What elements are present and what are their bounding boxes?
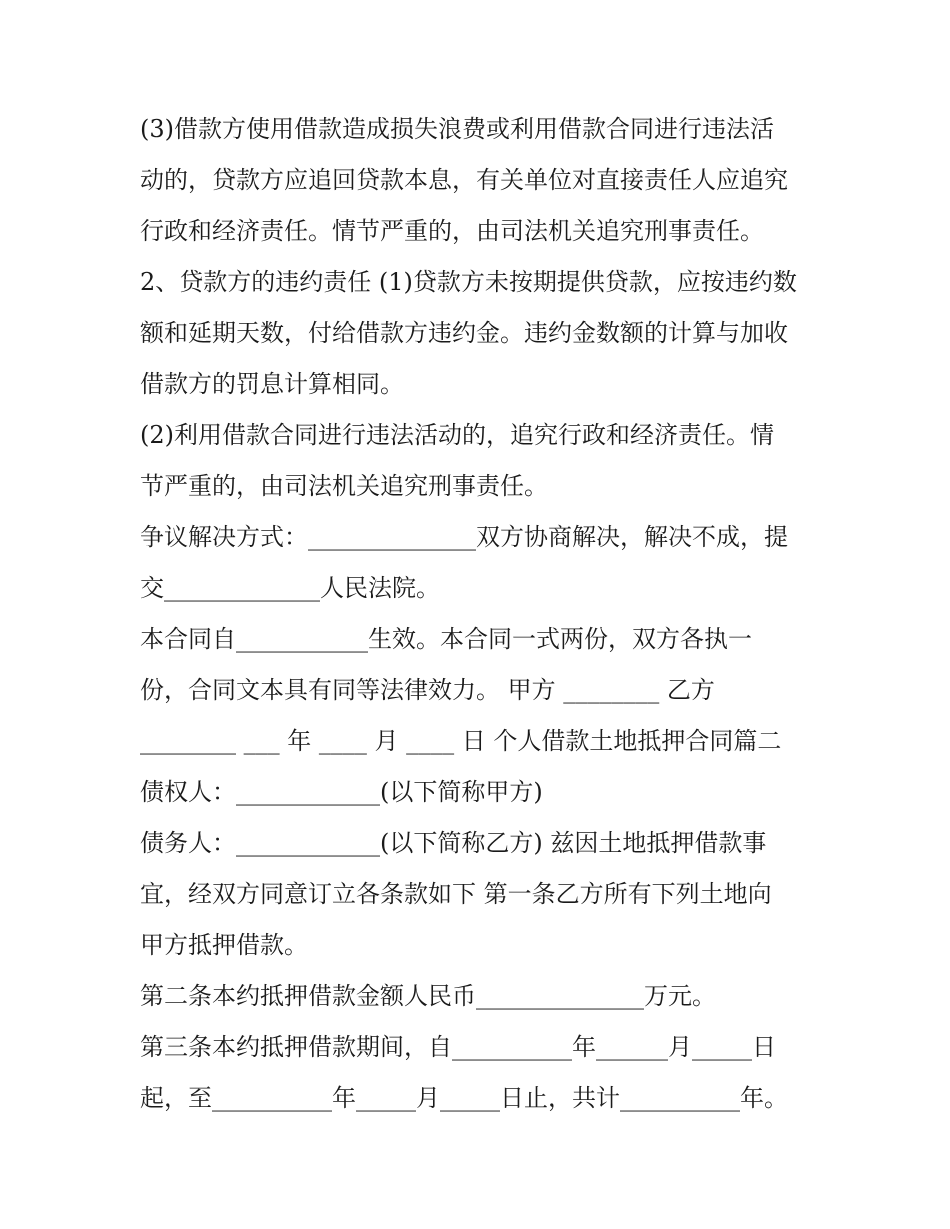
text-line: 动的，贷款方应追回贷款本息，有关单位对直接责任人应追究 (140, 166, 788, 194)
text-line: 交_____________人民法院。 (140, 574, 440, 602)
text-line: 借款方的罚息计算相同。 (140, 370, 404, 398)
text-line: 第二条本约抵押借款金额人民币______________万元。 (140, 982, 716, 1010)
text-line: 额和延期天数，付给借款方违约金。违约金数额的计算与加收 (140, 319, 788, 347)
text-line: 宜，经双方同意订立各条款如下 第一条乙方所有下列土地向 (140, 880, 772, 908)
document-body (140, 104, 820, 1124)
text-line: (2)利用借款合同进行违法活动的，追究行政和经济责任。情 (140, 421, 774, 449)
text-line: 2、贷款方的违约责任 (1)贷款方未按期提供贷款，应按违约数 (140, 268, 797, 296)
text-line: ________ ___ 年 ____ 月 ____ 日 个人借款土地抵押合同篇二 (140, 727, 782, 755)
text-line: 争议解决方式：______________双方协商解决，解决不成，提 (140, 523, 788, 551)
text-line: 甲方抵押借款。 (140, 931, 308, 959)
text-line: 份，合同文本具有同等法律效力。 甲方 ________ 乙方 (140, 676, 715, 704)
text-line: 债务人：____________(以下简称乙方) 兹因土地抵押借款事 (140, 829, 767, 857)
text-line: 节严重的，由司法机关追究刑事责任。 (140, 472, 548, 500)
text-line: 债权人：____________(以下简称甲方) (140, 778, 543, 806)
text-line: 起，至__________年_____月_____日止，共计__________年。 (140, 1084, 788, 1112)
text-line: (3)借款方使用借款造成损失浪费或利用借款合同进行违法活 (140, 115, 774, 143)
text-line: 行政和经济责任。情节严重的，由司法机关追究刑事责任。 (140, 217, 764, 245)
text-line: 第三条本约抵押借款期间，自__________年______月_____日 (140, 1033, 776, 1061)
text-line: 本合同自___________生效。本合同一式两份，双方各执一 (140, 625, 752, 653)
